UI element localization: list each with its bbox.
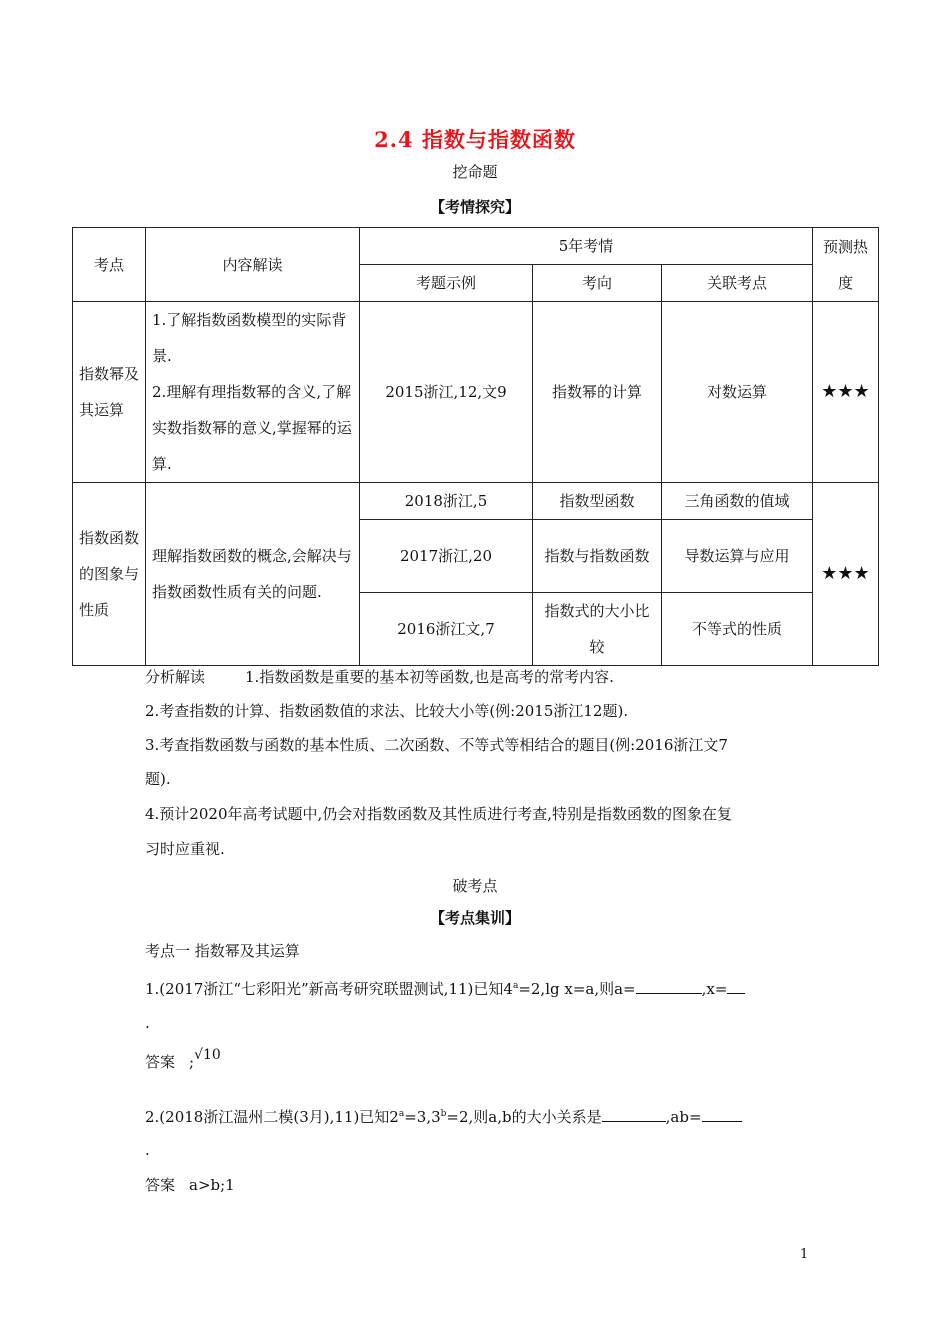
row2-kaodian: 指数函数的图象与性质 bbox=[73, 483, 146, 666]
row1-kaodian: 指数幂及其运算 bbox=[73, 302, 146, 483]
row1-neirong-item1: 1.了解指数函数模型的实际背景. bbox=[152, 311, 347, 365]
row2a-guanlian: 三角函数的值域 bbox=[662, 483, 813, 520]
q2-answer-value: a>b;1 bbox=[189, 1176, 235, 1194]
analysis-p4b: 习时应重视. bbox=[145, 840, 225, 858]
row2b-guanlian: 导数运算与应用 bbox=[662, 520, 813, 593]
q1-sup: a bbox=[512, 981, 519, 991]
q2-blank-relation[interactable] bbox=[602, 1107, 666, 1122]
q1-mid: =2,lg x=a,则a= bbox=[518, 980, 636, 998]
subsection-heading-kaoqing: 【考情探究】 bbox=[429, 198, 520, 216]
analysis-p1 bbox=[145, 667, 614, 687]
header-guanlian: 关联考点 bbox=[662, 265, 813, 302]
q2-sup-b: b bbox=[440, 1109, 447, 1119]
section-heading-wamingti: 挖命题 bbox=[452, 163, 498, 181]
subsection-heading-jixun: 【考点集训】 bbox=[429, 909, 520, 927]
header-5year: 5年考情 bbox=[360, 228, 813, 265]
row2-yuce: ★★★ bbox=[813, 483, 879, 666]
analysis-p2: 2.考查指数的计算、指数函数值的求法、比较大小等(例:2015浙江12题). bbox=[145, 702, 629, 720]
q2-post: ,ab= bbox=[665, 1108, 702, 1126]
q2-sup-a: a bbox=[398, 1109, 405, 1119]
header-kaoxiang: 考向 bbox=[533, 265, 662, 302]
analysis-p3b: 题). bbox=[145, 770, 171, 788]
q2-mid1: =3,3 bbox=[404, 1108, 441, 1126]
row1-neirong bbox=[146, 302, 360, 483]
row2b-kaoxiang: 指数与指数函数 bbox=[533, 520, 662, 593]
kaodian1-heading: 考点一 指数幂及其运算 bbox=[145, 942, 300, 960]
q2-blank-ab[interactable] bbox=[702, 1107, 742, 1122]
row1-kaoxiang: 指数幂的计算 bbox=[533, 302, 662, 483]
analysis-p3a: 3.考查指数函数与函数的基本性质、二次函数、不等式等相结合的题目(例:2016浙江文7 bbox=[145, 736, 728, 754]
analysis-text1: 1.指数函数是重要的基本初等函数,也是高考的常考内容. bbox=[245, 668, 614, 686]
row2c-guanlian: 不等式的性质 bbox=[662, 593, 813, 666]
analysis-p4a: 4.预计2020年高考试题中,仍会对指数函数及其性质进行考查,特别是指数函数的图象在复 bbox=[145, 805, 733, 823]
q1-blank-a[interactable] bbox=[636, 979, 702, 994]
q1-pre: 1.(2017浙江“七彩阳光”新高考研究联盟测试,11)已知4 bbox=[145, 980, 513, 998]
question-2 bbox=[145, 1104, 742, 1127]
header-shili: 考题示例 bbox=[360, 265, 533, 302]
q2-answer bbox=[145, 1175, 235, 1195]
analysis-label: 分析解读 bbox=[145, 668, 206, 686]
row2c-kaoxiang: 指数式的大小比较 bbox=[533, 593, 662, 666]
row2b-shili: 2017浙江,20 bbox=[360, 520, 533, 593]
row2a-kaoxiang: 指数型函数 bbox=[533, 483, 662, 520]
q1-post: ,x= bbox=[701, 980, 728, 998]
row1-guanlian: 对数运算 bbox=[662, 302, 813, 483]
q1-answer bbox=[145, 1047, 221, 1073]
question-1 bbox=[145, 976, 745, 999]
q2-answer-label: 答案 bbox=[145, 1176, 176, 1194]
row1-shili: 2015浙江,12,文9 bbox=[360, 302, 533, 483]
exam-analysis-table bbox=[72, 227, 879, 666]
header-neirong: 内容解读 bbox=[146, 228, 360, 302]
row2c-shili: 2016浙江文,7 bbox=[360, 593, 533, 666]
page-title: 2.4 指数与指数函数 bbox=[374, 127, 576, 152]
q1-answer-value: ; bbox=[189, 1053, 195, 1071]
q1-dot: . bbox=[145, 1014, 150, 1032]
header-kaodian: 考点 bbox=[73, 228, 146, 302]
q2-dot: . bbox=[145, 1141, 150, 1159]
q1-answer-label: 答案 bbox=[145, 1053, 176, 1071]
q2-mid2: =2,则a,b的大小关系是 bbox=[446, 1108, 602, 1126]
header-yuce: 预测热度 bbox=[813, 228, 879, 302]
q1-blank-x[interactable] bbox=[727, 979, 745, 994]
row1-neirong-item2: 2.理解有理指数幂的含义,了解实数指数幂的意义,掌握幂的运算. bbox=[152, 383, 352, 473]
page-number: 1 bbox=[800, 1247, 809, 1262]
row2-neirong: 理解指数函数的概念,会解决与指数函数性质有关的问题. bbox=[146, 483, 360, 666]
q1-answer-sqrt: √10 bbox=[194, 1047, 221, 1063]
section-heading-pokaodian: 破考点 bbox=[452, 877, 498, 895]
row2a-shili: 2018浙江,5 bbox=[360, 483, 533, 520]
row1-yuce: ★★★ bbox=[813, 302, 879, 483]
q2-pre: 2.(2018浙江温州二模(3月),11)已知2 bbox=[145, 1108, 399, 1126]
